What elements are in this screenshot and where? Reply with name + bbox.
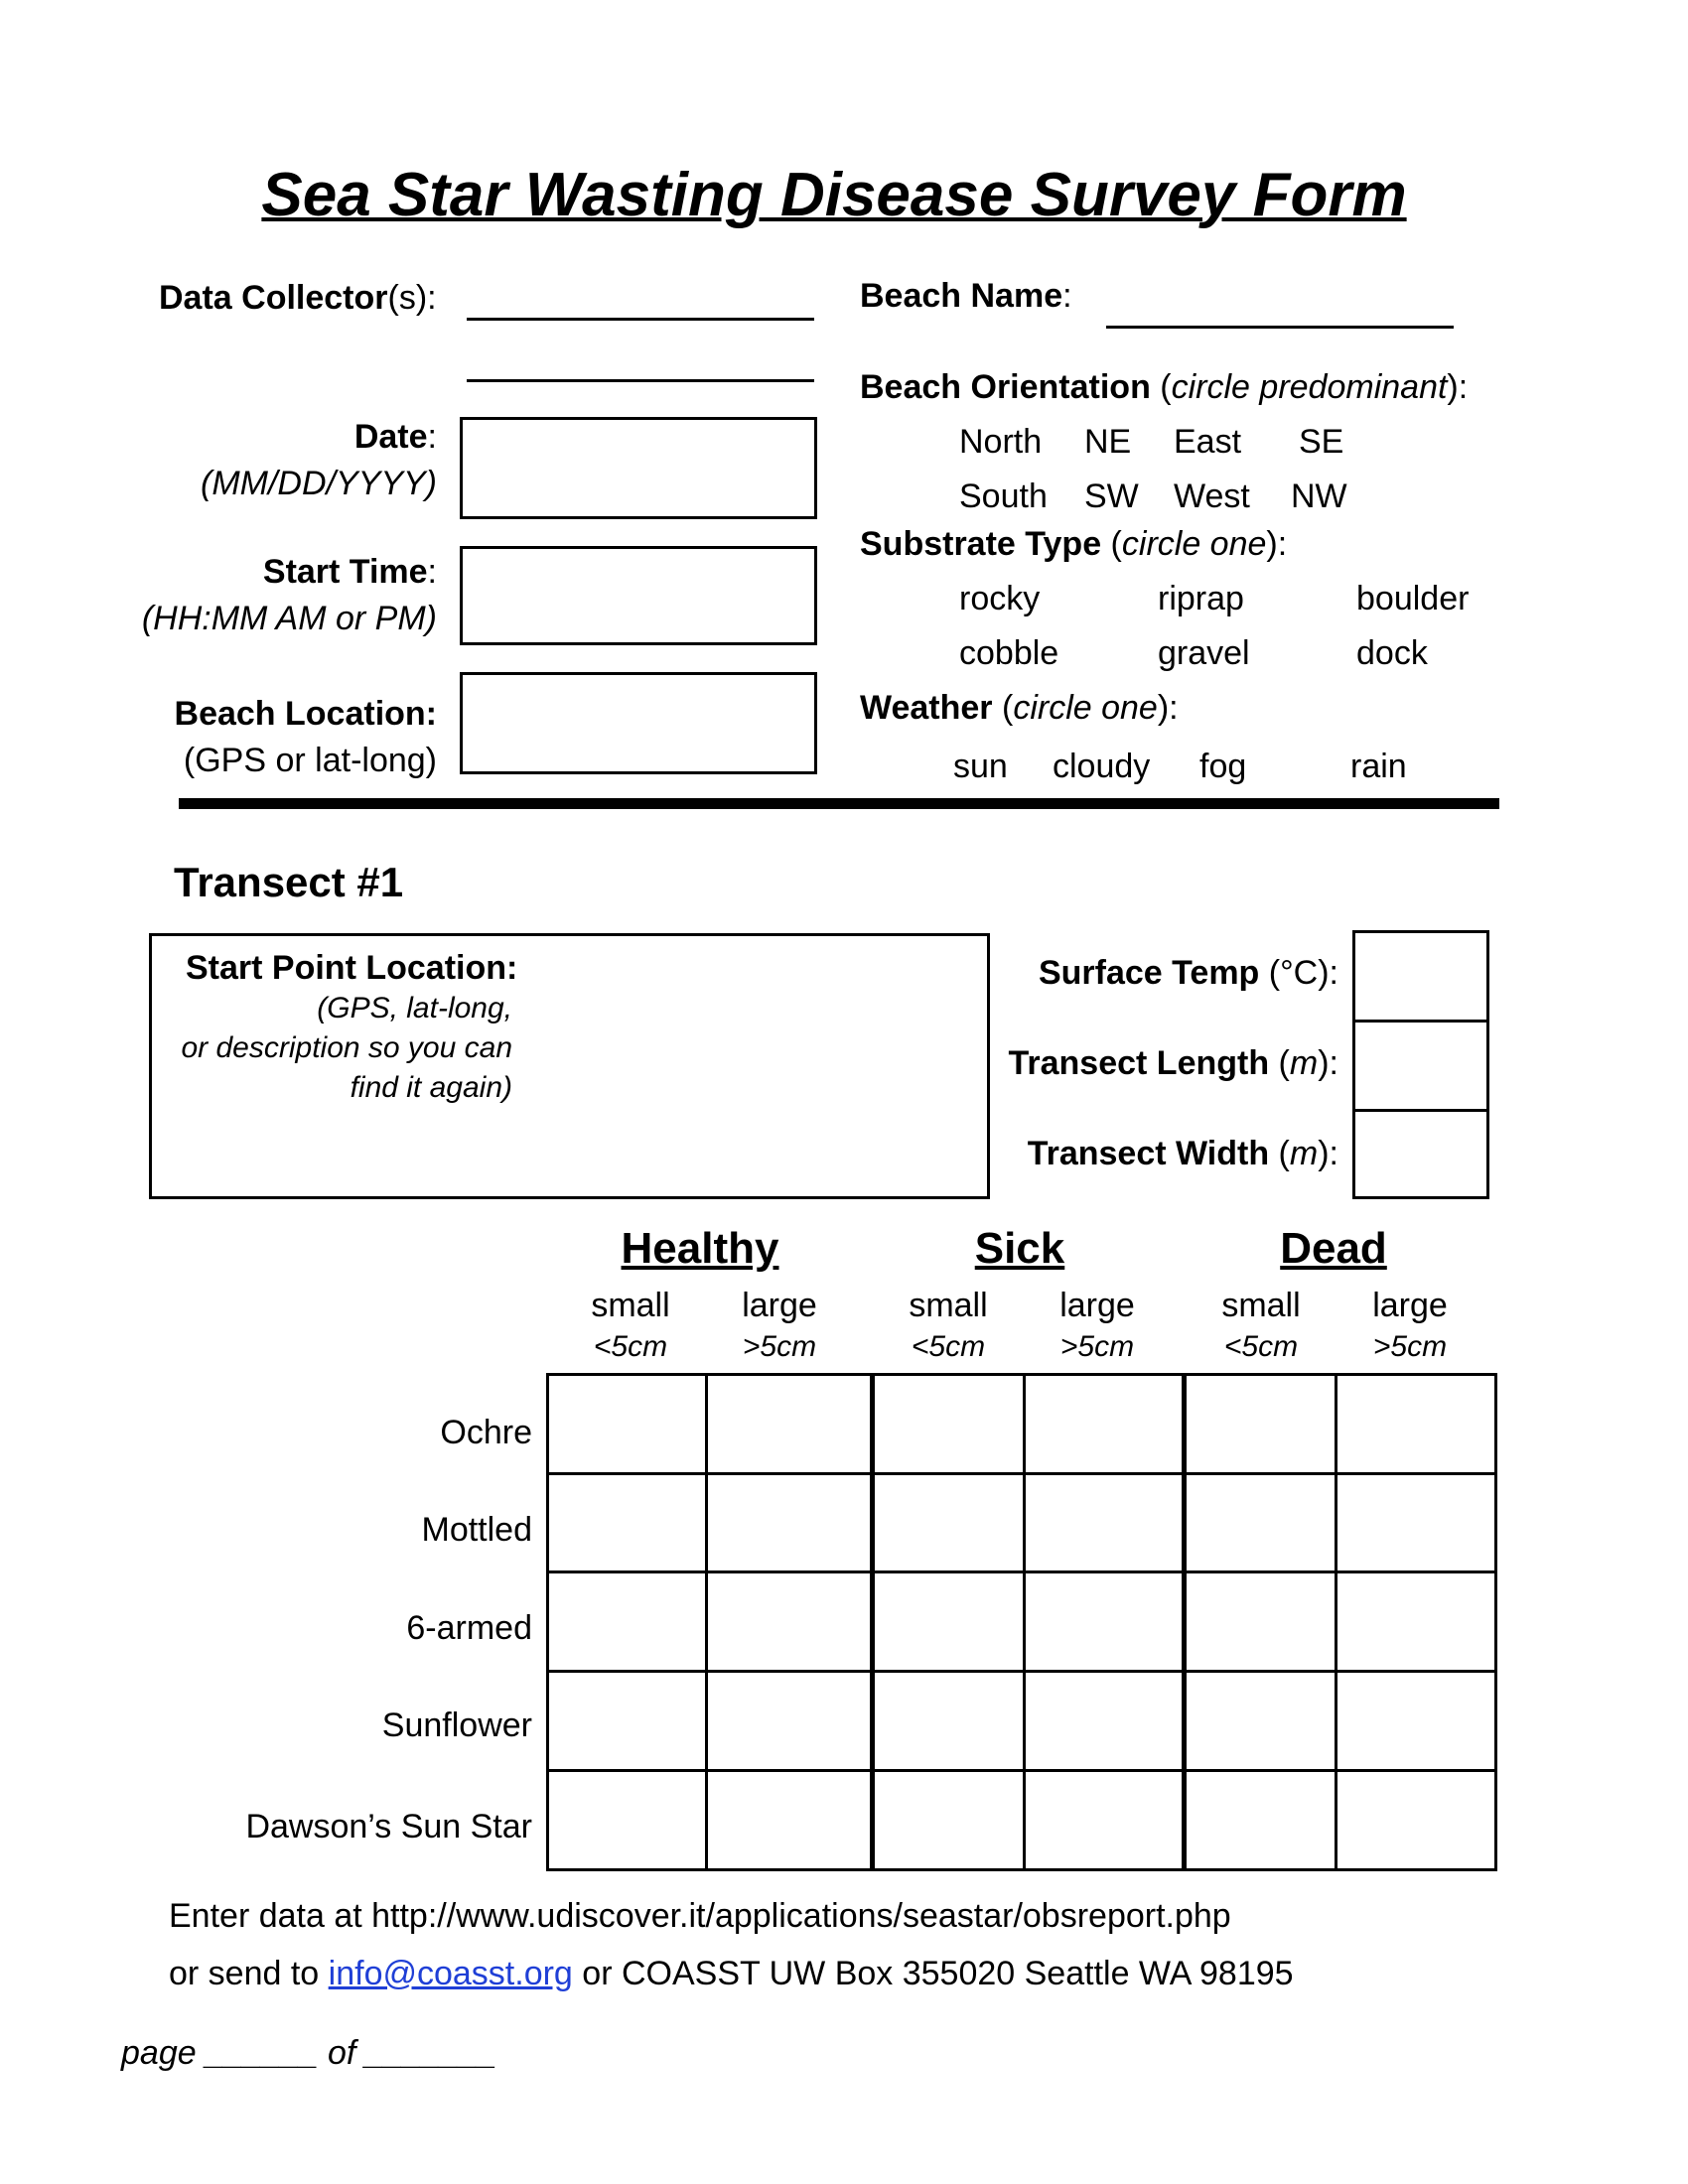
weather-hint: circle one — [1013, 689, 1158, 727]
size-label: small — [1221, 1287, 1301, 1324]
orientation-option[interactable]: South — [959, 478, 1048, 515]
substrate-option[interactable]: cobble — [959, 634, 1059, 672]
beach-name-line[interactable] — [1106, 326, 1454, 329]
row-label: Sunflower — [381, 1706, 532, 1744]
grid-line — [705, 1376, 708, 1868]
transect-heading: Transect #1 — [174, 859, 404, 905]
substrate-option[interactable]: boulder — [1356, 580, 1470, 617]
beach-name-label — [860, 276, 1072, 316]
beach-location-hint: (GPS or lat-long) — [183, 742, 437, 779]
start-point-hint-3: find it again) — [350, 1071, 512, 1104]
beach-location-label: Beach Location: — [174, 695, 437, 733]
beach-name-label-colon: : — [1062, 277, 1072, 315]
substrate-hint-open: ( — [1101, 525, 1122, 563]
surface-temp-label — [973, 953, 1338, 993]
group-heading-sick: Sick — [974, 1224, 1065, 1273]
page-title: Sea Star Wasting Disease Survey Form — [261, 161, 1407, 229]
orientation-option[interactable]: NW — [1291, 478, 1347, 515]
size-hint: >5cm — [742, 1330, 817, 1363]
substrate-type-label — [860, 524, 1287, 564]
data-collector-line-1[interactable] — [467, 318, 814, 321]
weather-label — [860, 688, 1179, 728]
size-hint: <5cm — [911, 1330, 986, 1363]
size-label: large — [1372, 1287, 1448, 1324]
start-time-label-colon: : — [427, 553, 437, 591]
size-hint: >5cm — [1059, 1330, 1135, 1363]
transect-width-input-box[interactable] — [1352, 1109, 1489, 1199]
weather-option[interactable]: sun — [953, 748, 1008, 785]
length-unit: m — [1289, 1044, 1319, 1082]
transect-width-label-text: Transect Width — [1027, 1135, 1270, 1172]
weather-option[interactable]: cloudy — [1053, 748, 1151, 785]
section-divider — [179, 798, 1499, 809]
width-unit-close: ): — [1318, 1135, 1338, 1172]
transect-width-label — [973, 1134, 1338, 1173]
tally-grid[interactable] — [546, 1373, 1497, 1871]
data-collector-suffix: (s): — [387, 279, 437, 317]
size-label: large — [1059, 1287, 1135, 1324]
orientation-option[interactable]: North — [959, 423, 1043, 461]
footer-line-2 — [169, 1954, 1294, 1993]
grid-line — [1182, 1376, 1187, 1868]
size-hint: <5cm — [593, 1330, 668, 1363]
footer-line-2-prefix: or send to — [169, 1955, 329, 1992]
orientation-option[interactable]: SW — [1084, 478, 1139, 515]
beach-orientation-label — [860, 367, 1468, 407]
date-hint: (MM/DD/YYYY) — [201, 465, 437, 502]
substrate-hint-close: ): — [1266, 525, 1288, 563]
data-collector-line-2[interactable] — [467, 379, 814, 382]
footer-line-1: Enter data at http://www.udiscover.it/applications/seastar/obsreport.php — [169, 1897, 1231, 1935]
grid-line — [549, 1472, 1494, 1475]
grid-line — [549, 1570, 1494, 1573]
start-point-hint-1: (GPS, lat-long, — [317, 992, 512, 1024]
grid-line — [549, 1769, 1494, 1772]
row-label: 6-armed — [406, 1609, 532, 1647]
orientation-hint-open: ( — [1150, 368, 1172, 406]
width-unit-open: ( — [1269, 1135, 1290, 1172]
grid-line — [1023, 1376, 1026, 1868]
beach-location-input-box[interactable] — [460, 672, 817, 774]
grid-line — [1335, 1376, 1337, 1868]
surface-temp-unit: (°C): — [1259, 954, 1338, 992]
date-label — [99, 417, 437, 457]
date-label-colon: : — [427, 418, 437, 456]
date-input-box[interactable] — [460, 417, 817, 519]
footer-line-2-suffix: or COASST UW Box 355020 Seattle WA 98195 — [572, 1955, 1294, 1992]
length-unit-open: ( — [1269, 1044, 1290, 1082]
start-point-label: Start Point Location: — [186, 949, 518, 987]
grid-line — [549, 1670, 1494, 1673]
row-label: Dawson’s Sun Star — [245, 1808, 532, 1845]
group-heading-dead: Dead — [1280, 1224, 1387, 1273]
page-count: page ______ of _______ — [121, 2034, 497, 2072]
orientation-option[interactable]: East — [1174, 423, 1242, 461]
size-label: large — [742, 1287, 817, 1324]
weather-option[interactable]: fog — [1199, 748, 1247, 785]
substrate-option[interactable]: rocky — [959, 580, 1041, 617]
row-label: Mottled — [421, 1511, 532, 1549]
surface-temp-input-box[interactable] — [1352, 930, 1489, 1023]
weather-option[interactable]: rain — [1350, 748, 1407, 785]
transect-length-input-box[interactable] — [1352, 1020, 1489, 1112]
substrate-hint: circle one — [1121, 525, 1267, 563]
beach-name-label-text: Beach Name — [860, 277, 1063, 315]
group-heading-healthy: Healthy — [621, 1224, 779, 1273]
size-label: small — [909, 1287, 988, 1324]
length-unit-close: ): — [1318, 1044, 1338, 1082]
transect-length-label — [973, 1043, 1338, 1083]
weather-hint-close: ): — [1157, 689, 1179, 727]
date-label-text: Date — [353, 418, 428, 456]
substrate-option[interactable]: gravel — [1158, 634, 1250, 672]
start-time-label — [99, 552, 437, 592]
start-point-hint-2: or description so you can — [181, 1031, 512, 1064]
orientation-hint: circle predominant — [1171, 368, 1448, 406]
size-label: small — [591, 1287, 670, 1324]
transect-length-label-text: Transect Length — [1008, 1044, 1270, 1082]
size-hint: >5cm — [1372, 1330, 1448, 1363]
grid-line — [870, 1376, 875, 1868]
beach-orientation-label-text: Beach Orientation — [860, 368, 1151, 406]
substrate-type-label-text: Substrate Type — [860, 525, 1102, 563]
data-collector-label — [159, 278, 437, 318]
data-collector-label-text: Data Collector — [159, 279, 388, 317]
row-label: Ochre — [440, 1414, 532, 1451]
weather-label-text: Weather — [860, 689, 993, 727]
orientation-option[interactable]: West — [1174, 478, 1250, 515]
orientation-option[interactable]: NE — [1084, 423, 1132, 461]
start-time-input-box[interactable] — [460, 546, 817, 645]
orientation-option[interactable]: SE — [1299, 423, 1344, 461]
substrate-option[interactable]: riprap — [1158, 580, 1244, 617]
size-hint: <5cm — [1223, 1330, 1299, 1363]
start-time-label-text: Start Time — [262, 553, 428, 591]
surface-temp-label-text: Surface Temp — [1038, 954, 1260, 992]
weather-hint-open: ( — [992, 689, 1014, 727]
email-link[interactable]: info@coasst.org — [328, 1955, 573, 1992]
substrate-option[interactable]: dock — [1356, 634, 1428, 672]
orientation-hint-close: ): — [1447, 368, 1469, 406]
width-unit: m — [1289, 1135, 1319, 1172]
start-time-hint: (HH:MM AM or PM) — [141, 600, 437, 637]
